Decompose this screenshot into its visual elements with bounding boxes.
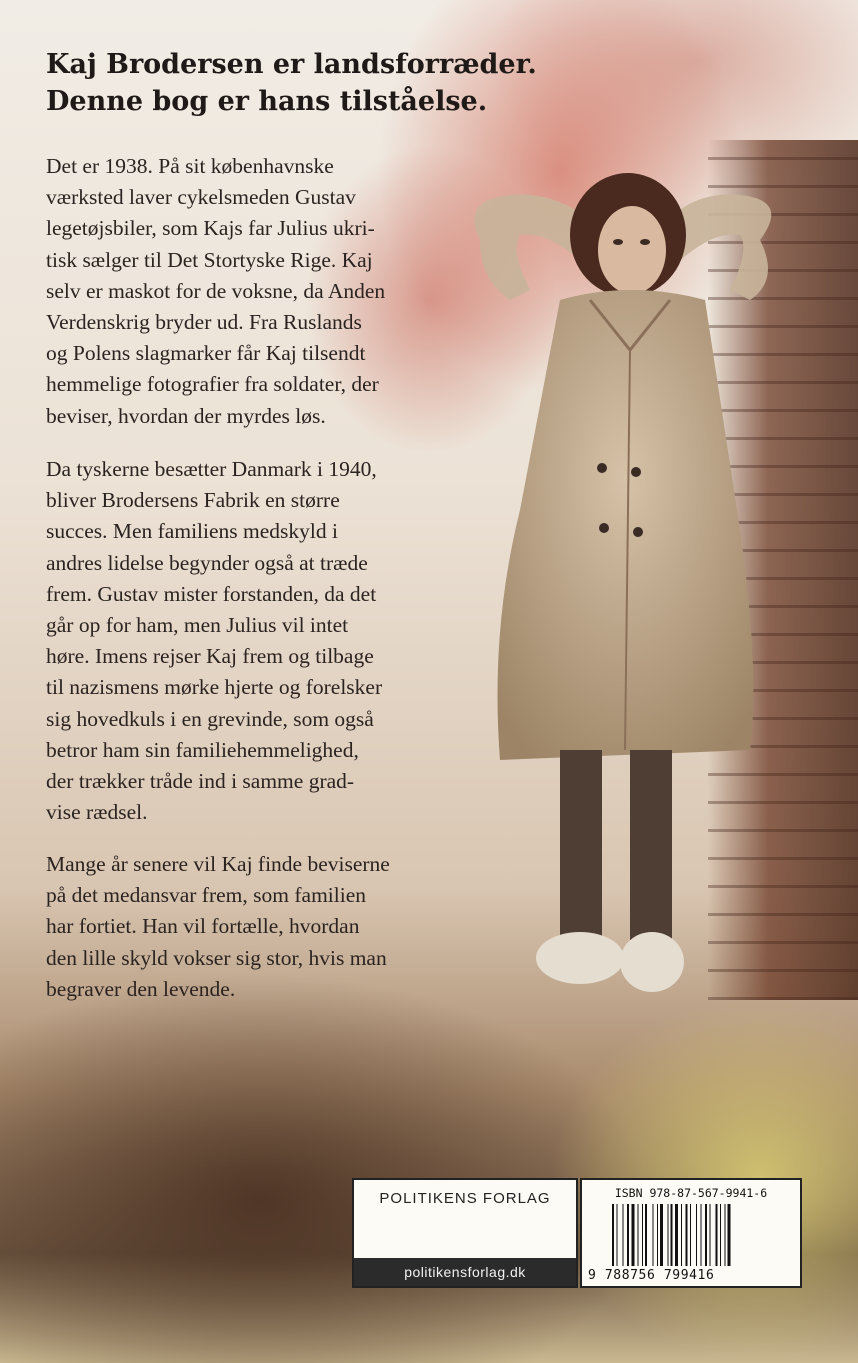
text-line: sig hovedkuls i en grevinde, som også bbox=[46, 706, 374, 731]
barcode-stripe bbox=[701, 1204, 702, 1266]
text-line: Det er 1938. På sit københavnske bbox=[46, 154, 334, 178]
text-line: den lille skyld vokser sig stor, hvis man bbox=[46, 945, 387, 970]
barcode-stripe bbox=[638, 1204, 639, 1266]
headline bbox=[46, 46, 606, 120]
text-line: går op for ham, men Julius vil intet bbox=[46, 613, 349, 638]
barcode-stripe bbox=[681, 1204, 682, 1266]
barcode-stripe bbox=[642, 1204, 643, 1266]
text-line: betror ham sin familiehemmelighed, bbox=[46, 737, 359, 762]
text-line: Verdenskrig bryder ud. Fra Ruslands bbox=[46, 310, 362, 335]
text-line: der trækker tråde ind i samme grad- bbox=[46, 769, 355, 794]
text-line: selv er maskot for de voksne, da Anden bbox=[46, 278, 386, 303]
barcode-stripe bbox=[657, 1204, 658, 1266]
text-line: Da tyskerne besætter Danmark i 1940, bbox=[46, 457, 377, 481]
barcode-number: 9 788756 799416 bbox=[588, 1268, 715, 1283]
text-line: til nazismens mørke hjerte og forelsker bbox=[46, 675, 383, 700]
barcode-stripe bbox=[716, 1204, 718, 1266]
text-line: høre. Imens rejser Kaj frem og tilbage bbox=[46, 644, 374, 669]
text-line: vise rædsel. bbox=[46, 800, 148, 825]
text-line: frem. Gustav mister forstanden, da det bbox=[46, 581, 377, 606]
barcode-stripe bbox=[671, 1204, 673, 1266]
publisher-box bbox=[352, 1178, 578, 1288]
isbn-label: ISBN 978-87-567-9941-6 bbox=[614, 1186, 768, 1200]
text-line: begraver den levende. bbox=[46, 976, 236, 1001]
barcode-stripe bbox=[627, 1204, 629, 1266]
barcode-box bbox=[580, 1178, 802, 1288]
barcode-stripe bbox=[660, 1204, 663, 1266]
text-line: succes. Men familiens medskyld i bbox=[46, 519, 338, 544]
barcode-stripe bbox=[720, 1204, 721, 1266]
text-line: andres lidelse begynder også at træde bbox=[46, 550, 368, 575]
barcode-stripe bbox=[705, 1204, 707, 1266]
barcode-stripe bbox=[668, 1204, 669, 1266]
barcode-stripe bbox=[690, 1204, 691, 1266]
barcode-stripe bbox=[632, 1204, 635, 1266]
headline-line: Kaj Brodersen er landsforræder. bbox=[46, 49, 537, 80]
text-line: på det medansvar frem, som familien bbox=[46, 883, 367, 908]
blurb-paragraph-2 bbox=[46, 454, 446, 828]
barcode-stripe bbox=[612, 1204, 614, 1266]
publisher-name: POLITIKENS FORLAG bbox=[379, 1190, 551, 1207]
text-line: bliver Brodersens Fabrik en større bbox=[46, 488, 340, 513]
barcode-stripe bbox=[686, 1204, 688, 1266]
barcode-stripe bbox=[675, 1204, 678, 1266]
barcode-stripe bbox=[617, 1204, 618, 1266]
barcode-stripe bbox=[645, 1204, 647, 1266]
text-line: beviser, hvordan der myrdes løs. bbox=[46, 403, 326, 428]
publisher-url: politikensforlag.dk bbox=[354, 1258, 576, 1286]
woman-in-coat-photo bbox=[440, 150, 800, 1030]
text-line: tisk sælger til Det Stortyske Rige. Kaj bbox=[46, 247, 373, 272]
blurb-paragraph-1 bbox=[46, 151, 446, 432]
text-line: værksted laver cykelsmeden Gustav bbox=[46, 185, 356, 210]
barcode-stripe bbox=[653, 1204, 654, 1266]
barcode-stripe bbox=[710, 1204, 711, 1266]
text-line: har fortiet. Han vil fortælle, hvordan bbox=[46, 914, 360, 939]
barcode-icon bbox=[612, 1204, 792, 1266]
text-line: legetøjsbiler, som Kajs far Julius ukri- bbox=[46, 216, 375, 241]
barcode-stripe bbox=[696, 1204, 697, 1266]
barcode-stripe bbox=[623, 1204, 624, 1266]
text-line: hemmelige fotografier fra soldater, der bbox=[46, 372, 379, 397]
barcode-stripe bbox=[725, 1204, 726, 1266]
headline-line: Denne bog er hans tilståelse. bbox=[46, 86, 488, 117]
text-line: og Polens slagmarker får Kaj tilsendt bbox=[46, 341, 366, 366]
barcode-stripe bbox=[728, 1204, 731, 1266]
text-line: Mange år senere vil Kaj finde beviserne bbox=[46, 852, 390, 876]
blurb-paragraph-3 bbox=[46, 849, 446, 1005]
